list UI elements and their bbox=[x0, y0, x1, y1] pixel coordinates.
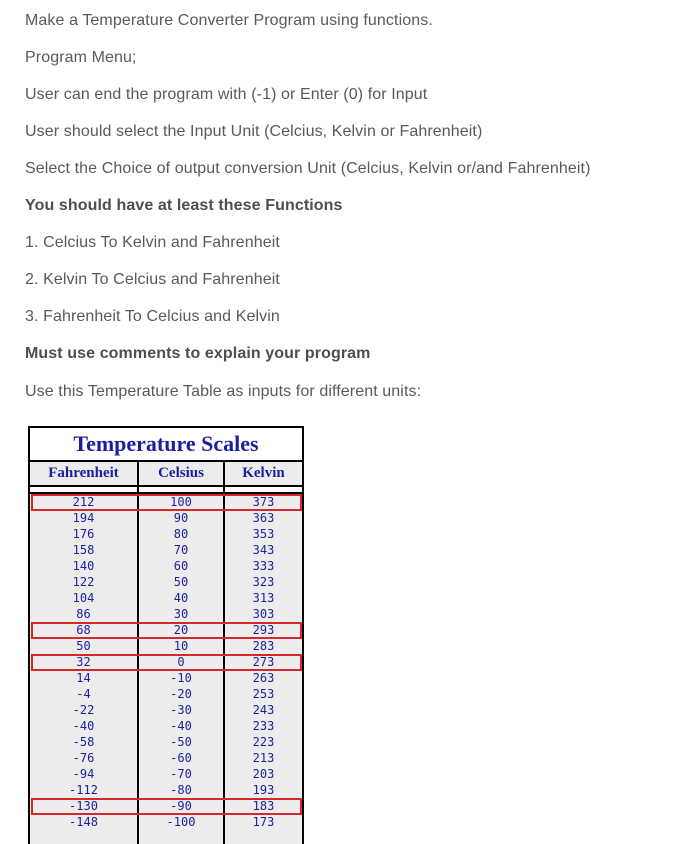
cell-fahrenheit: -94 bbox=[72, 767, 95, 781]
cell-kelvin: 263 bbox=[252, 671, 275, 685]
cell-celsius: 60 bbox=[173, 559, 189, 573]
cell-fahrenheit: 140 bbox=[72, 559, 95, 573]
table-row bbox=[28, 718, 304, 734]
paragraph-functions-heading: You should have at least these Functions bbox=[25, 197, 343, 214]
cell-fahrenheit: 176 bbox=[72, 527, 95, 541]
cell-celsius: 100 bbox=[170, 495, 192, 509]
cell-fahrenheit: -58 bbox=[72, 735, 95, 749]
table-header-celsius: Celsius bbox=[139, 462, 223, 485]
table-row bbox=[28, 510, 304, 526]
cell-kelvin: 293 bbox=[252, 623, 275, 637]
cell-fahrenheit: -22 bbox=[72, 703, 95, 717]
cell-celsius: 30 bbox=[173, 607, 189, 621]
paragraph-output-unit: Select the Choice of output conversion Unit (Celcius, Kelvin or/and Fahrenheit) bbox=[25, 160, 591, 177]
paragraph-comments-note: Must use comments to explain your program bbox=[25, 345, 371, 362]
paragraph-input-unit: User should select the Input Unit (Celcius, Kelvin or Fahrenheit) bbox=[25, 123, 483, 140]
table-row-highlighted bbox=[28, 798, 304, 814]
paragraph-table-intro: Use this Temperature Table as inputs for different units: bbox=[25, 383, 422, 400]
table-row-highlighted bbox=[28, 622, 304, 638]
cell-fahrenheit: -112 bbox=[69, 783, 98, 797]
paragraph-intro: Make a Temperature Converter Program using functions. bbox=[25, 12, 433, 29]
cell-fahrenheit: 194 bbox=[72, 511, 95, 525]
cell-fahrenheit: -148 bbox=[69, 815, 98, 829]
cell-kelvin: 243 bbox=[252, 703, 275, 717]
cell-celsius: 80 bbox=[173, 527, 189, 541]
cell-celsius: -40 bbox=[170, 719, 192, 733]
paragraph-end-program: User can end the program with (-1) or Enter (0) for Input bbox=[25, 86, 428, 103]
table-row bbox=[28, 574, 304, 590]
cell-kelvin: 213 bbox=[252, 751, 275, 765]
table-header-gap bbox=[30, 487, 302, 492]
table-row bbox=[28, 590, 304, 606]
cell-celsius: 90 bbox=[173, 511, 189, 525]
cell-kelvin: 193 bbox=[252, 783, 275, 797]
cell-kelvin: 333 bbox=[252, 559, 275, 573]
cell-kelvin: 373 bbox=[252, 495, 275, 509]
cell-celsius: -60 bbox=[170, 751, 192, 765]
table-row bbox=[28, 782, 304, 798]
cell-celsius: -70 bbox=[170, 767, 192, 781]
cell-celsius: -30 bbox=[170, 703, 192, 717]
cell-celsius: -50 bbox=[170, 735, 192, 749]
cell-fahrenheit: 122 bbox=[72, 575, 95, 589]
cell-fahrenheit: 50 bbox=[76, 639, 91, 653]
cell-celsius: 50 bbox=[173, 575, 189, 589]
cell-fahrenheit: -4 bbox=[76, 687, 91, 701]
table-row bbox=[28, 542, 304, 558]
cell-fahrenheit: 32 bbox=[76, 655, 91, 669]
cell-celsius: -90 bbox=[170, 799, 192, 813]
paragraph-function-3: 3. Fahrenheit To Celcius and Kelvin bbox=[25, 308, 280, 325]
paragraph-function-2: 2. Kelvin To Celcius and Fahrenheit bbox=[25, 271, 280, 288]
cell-kelvin: 273 bbox=[252, 655, 275, 669]
cell-celsius: 70 bbox=[173, 543, 189, 557]
table-title: Temperature Scales bbox=[30, 428, 302, 460]
cell-fahrenheit: 68 bbox=[76, 623, 91, 637]
cell-fahrenheit: 212 bbox=[72, 495, 95, 509]
cell-kelvin: 183 bbox=[252, 799, 275, 813]
table-row bbox=[28, 526, 304, 542]
table-header-kelvin: Kelvin bbox=[225, 462, 302, 485]
cell-celsius: -100 bbox=[166, 815, 196, 829]
cell-kelvin: 253 bbox=[252, 687, 275, 701]
cell-kelvin: 223 bbox=[252, 735, 275, 749]
cell-fahrenheit: -76 bbox=[72, 751, 95, 765]
cell-kelvin: 353 bbox=[252, 527, 275, 541]
table-row bbox=[28, 638, 304, 654]
cell-kelvin: 203 bbox=[252, 767, 275, 781]
cell-celsius: -80 bbox=[170, 783, 192, 797]
cell-kelvin: 313 bbox=[252, 591, 275, 605]
cell-fahrenheit: -40 bbox=[72, 719, 95, 733]
cell-kelvin: 323 bbox=[252, 575, 275, 589]
table-row-highlighted bbox=[28, 654, 304, 670]
table-header-fahrenheit: Fahrenheit bbox=[30, 462, 137, 485]
table-row bbox=[28, 702, 304, 718]
cell-celsius: -20 bbox=[170, 687, 192, 701]
cell-fahrenheit: 104 bbox=[72, 591, 95, 605]
cell-fahrenheit: 86 bbox=[76, 607, 91, 621]
table-row bbox=[28, 670, 304, 686]
table-row bbox=[28, 766, 304, 782]
paragraph-function-1: 1. Celcius To Kelvin and Fahrenheit bbox=[25, 234, 280, 251]
cell-fahrenheit: 14 bbox=[76, 671, 91, 685]
cell-celsius: 10 bbox=[173, 639, 189, 653]
table-row bbox=[28, 750, 304, 766]
cell-kelvin: 303 bbox=[252, 607, 275, 621]
paragraph-program-menu: Program Menu; bbox=[25, 49, 137, 66]
cell-celsius: -10 bbox=[170, 671, 192, 685]
temperature-table bbox=[28, 426, 304, 844]
table-row bbox=[28, 606, 304, 622]
table-row bbox=[28, 814, 304, 830]
table-row bbox=[28, 558, 304, 574]
cell-kelvin: 283 bbox=[252, 639, 275, 653]
cell-celsius: 0 bbox=[177, 655, 185, 669]
cell-kelvin: 363 bbox=[252, 511, 275, 525]
cell-kelvin: 173 bbox=[252, 815, 275, 829]
table-row-highlighted bbox=[28, 494, 304, 510]
cell-celsius: 20 bbox=[173, 623, 189, 637]
cell-celsius: 40 bbox=[173, 591, 189, 605]
cell-fahrenheit: -130 bbox=[69, 799, 98, 813]
cell-kelvin: 343 bbox=[252, 543, 275, 557]
table-row bbox=[28, 734, 304, 750]
table-row bbox=[28, 686, 304, 702]
cell-kelvin: 233 bbox=[252, 719, 275, 733]
cell-fahrenheit: 158 bbox=[72, 543, 95, 557]
